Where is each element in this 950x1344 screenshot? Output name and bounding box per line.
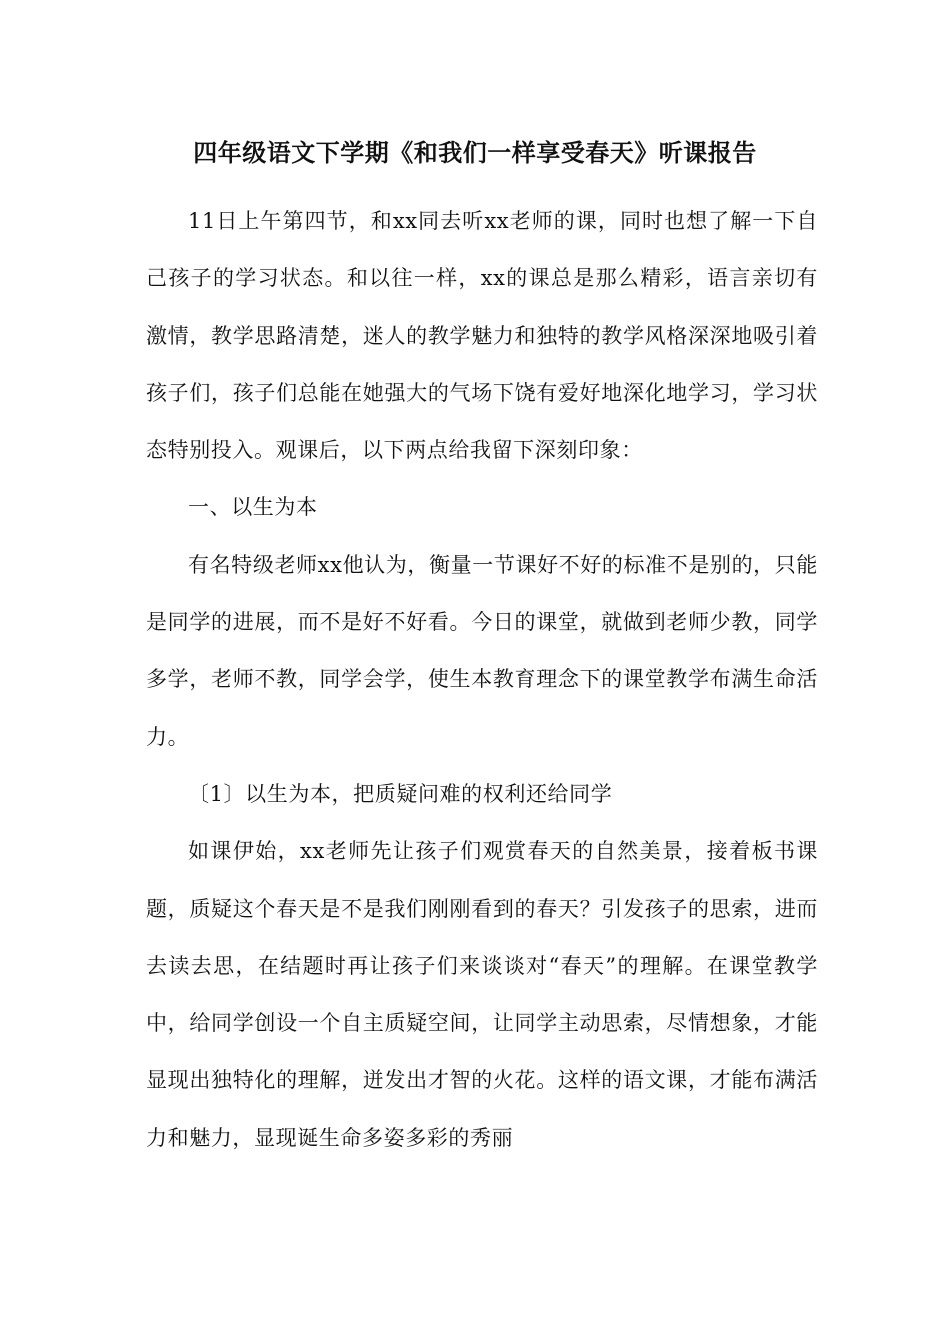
- paragraph-intro: 11日上午第四节，和xx同去听xx老师的课，同时也想了解一下自己孩子的学习状态。和以往一样，xx的课总是那么精彩，语言亲切有激情，教学思路清楚，迷人的教学魅力和独特的教学风格深深地吸引着孩子们，孩子们总能在她强大的气场下饶有爱好地深化地学习，学习状态特别投入。观课后，以下两点给我留下深刻印象：: [146, 209, 818, 463]
- section-heading-1: 一、以生为本: [188, 495, 318, 520]
- subsection-heading-1: 〔1〕以生为本，把质疑问难的权利还给同学: [188, 781, 613, 806]
- paragraph-subsection-1: 如课伊始，xx老师先让孩子们观赏春天的自然美景，接着板书课题，质疑这个春天是不是我们刚刚看到的春天？引发孩子的思索，进而去读去思，在结题时再让孩子们来谈谈对“春天”的理解。在课堂教学中，给同学创设一个自主质疑空间，让同学主动思索，尽情想象，才能显现出独特化的理解，迸发出才智的火花。这样的语文课，才能布满活力和魅力，显现诞生命多姿多彩的秀丽: [146, 839, 818, 1150]
- document-body: [146, 193, 818, 1167]
- document-title: 四年级语文下学期《和我们一样享受春天》听课报告: [193, 138, 757, 167]
- paragraph-section-1: 有名特级老师xx他认为，衡量一节课好不好的标准不是别的，只能是同学的进展，而不是好不好看。今日的课堂，就做到老师少教，同学多学，老师不教，同学会学，使生本教育理念下的课堂教学布满生命活力。: [146, 552, 818, 749]
